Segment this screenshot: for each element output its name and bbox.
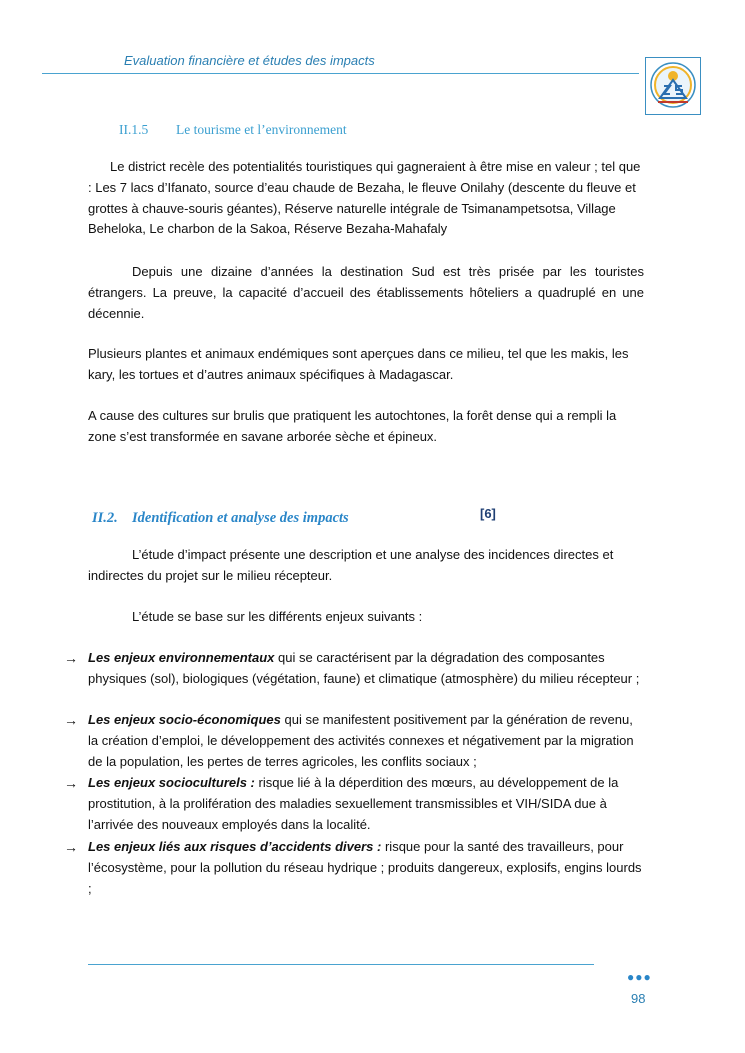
- paragraph-stakes-intro: L’étude se base sur les différents enjeux suivants :: [132, 609, 423, 624]
- list-item: [64, 837, 646, 899]
- list-item-term: Les enjeux liés aux risques d’accidents divers :: [88, 839, 382, 854]
- section-heading: [92, 510, 349, 527]
- subsection-title: Le tourisme et l’environnement: [176, 122, 347, 137]
- paragraph-destination-sud: Depuis une dizaine d’années la destination Sud est très prisée par les touristes étrangers. La preuve, la capacité d’accueil des établissements hôteliers a quadruplé en une décennie.: [88, 264, 644, 321]
- arrow-right-icon: →: [64, 839, 78, 855]
- citation-reference: [6]: [480, 506, 496, 521]
- footer-divider: [88, 964, 594, 965]
- subsection-number: II.1.5: [119, 122, 149, 137]
- list-item-term: Les enjeux environnementaux: [88, 650, 275, 665]
- subsection-heading: [119, 122, 347, 138]
- page-number: 98: [631, 991, 646, 1006]
- list-item-term: Les enjeux socioculturels :: [88, 775, 255, 790]
- footer-dots-icon: ●●●: [627, 970, 652, 984]
- paragraph-impact-study: L’étude d’impact présente une description et une analyse des incidences directes et indirectes du projet sur le milieu récepteur.: [88, 547, 614, 583]
- paragraph-endemic-species: Plusieurs plantes et animaux endémiques sont aperçues dans ce milieu, tel que les makis, les kary, les tortues et d’autres animaux spécifiques à Madagascar.: [88, 346, 629, 382]
- list-item: [64, 710, 646, 772]
- paragraph-slash-and-burn: A cause des cultures sur brulis que pratiquent les autochtones, la forêt dense qui a rempli la zone s’est transformée en savane arborée sèche et épineux.: [88, 408, 617, 444]
- list-item-text: qui se manifestent positivement par la génération de revenu, la création d’emploi, le développement des activités connexes et négativement par la migration de la population, les pertes de terres agricoles, les conflits sociaux ;: [88, 712, 634, 769]
- arrow-right-icon: →: [64, 775, 78, 791]
- paragraph-tourism-sites: Le district recèle des potentialités touristiques qui gagneraient à être mise en valeur ; tel que : Les 7 lacs d’Ifanato, source d’eau chaude de Bezaha, le fleuve Onilahy (descente du fleuve et grottes à chauve-souris géantes), Réserve naturelle intégrale de Tsimanampetsotsa, Village Beheloka, Le charbon de la Sakoa, Réserve Bezaha-Mahafaly: [88, 159, 641, 237]
- list-item: [64, 648, 646, 690]
- section-title: Identification et analyse des impacts: [132, 510, 349, 526]
- list-item: [64, 773, 646, 835]
- logo-emblem-icon: [646, 58, 700, 114]
- list-item-text: risque lié à la déperdition des mœurs, au développement de la prostitution, à la prolifération des maladies sexuellement transmissibles et VIH/SIDA due à l’arrivée des nouveaux employés dans la localité.: [88, 775, 619, 832]
- list-item-term: Les enjeux socio-économiques: [88, 712, 281, 727]
- header-divider: [42, 73, 639, 74]
- arrow-right-icon: →: [64, 712, 78, 728]
- institution-logo: [645, 57, 701, 115]
- list-item-text: risque pour la santé des travailleurs, pour l’écosystème, pour la pollution du réseau hydrique ; produits dangereux, explosifs, engins lourds ;: [88, 839, 642, 896]
- running-header-title: Evaluation financière et études des impacts: [124, 53, 375, 68]
- section-number: II.2.: [92, 510, 118, 526]
- arrow-right-icon: →: [64, 650, 78, 666]
- list-item-text: qui se caractérisent par la dégradation des composantes physiques (sol), biologiques (végétation, faune) et climatique (atmosphère) du milieu récepteur ;: [88, 650, 640, 686]
